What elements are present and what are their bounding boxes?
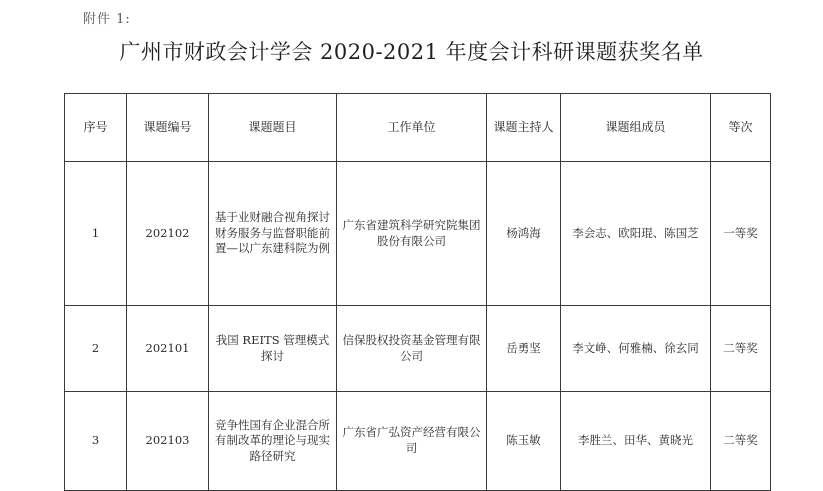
cell-index: 2 [65, 306, 127, 392]
header-code: 课题编号 [127, 94, 209, 162]
cell-members: 李胜兰、田华、黄晓光 [561, 392, 711, 491]
cell-members: 李文峥、何雅楠、徐玄同 [561, 306, 711, 392]
cell-topic: 竞争性国有企业混合所有制改革的理论与现实路径研究 [209, 392, 337, 491]
cell-host: 杨鸿海 [487, 162, 561, 306]
table-row [65, 392, 771, 491]
cell-unit: 广东省建筑科学研究院集团股份有限公司 [337, 162, 487, 306]
header-grade: 等次 [711, 94, 771, 162]
cell-code: 202103 [127, 392, 209, 491]
cell-grade: 一等奖 [711, 162, 771, 306]
cell-grade: 二等奖 [711, 306, 771, 392]
cell-host: 陈玉敏 [487, 392, 561, 491]
header-unit: 工作单位 [337, 94, 487, 162]
table-header-row [65, 94, 771, 162]
cell-host: 岳勇坚 [487, 306, 561, 392]
document-title: 广州市财政会计学会 2020-2021 年度会计科研课题获奖名单 [119, 40, 704, 64]
cell-topic: 基于业财融合视角探讨财务服务与监督职能前置—以广东建科院为例 [209, 162, 337, 306]
cell-grade: 二等奖 [711, 392, 771, 491]
attachment-label: 附件 1: [83, 12, 131, 27]
awards-table [64, 93, 771, 491]
header-host: 课题主持人 [487, 94, 561, 162]
header-index: 序号 [65, 94, 127, 162]
table-row [65, 306, 771, 392]
cell-index: 3 [65, 392, 127, 491]
header-members: 课题组成员 [561, 94, 711, 162]
cell-unit: 信保股权投资基金管理有限公司 [337, 306, 487, 392]
table-row [65, 162, 771, 306]
cell-topic: 我国 REITS 管理模式探讨 [209, 306, 337, 392]
cell-members: 李会志、欧阳琨、陈国芝 [561, 162, 711, 306]
cell-code: 202102 [127, 162, 209, 306]
cell-unit: 广东省广弘资产经营有限公司 [337, 392, 487, 491]
cell-code: 202101 [127, 306, 209, 392]
header-topic: 课题题目 [209, 94, 337, 162]
cell-index: 1 [65, 162, 127, 306]
